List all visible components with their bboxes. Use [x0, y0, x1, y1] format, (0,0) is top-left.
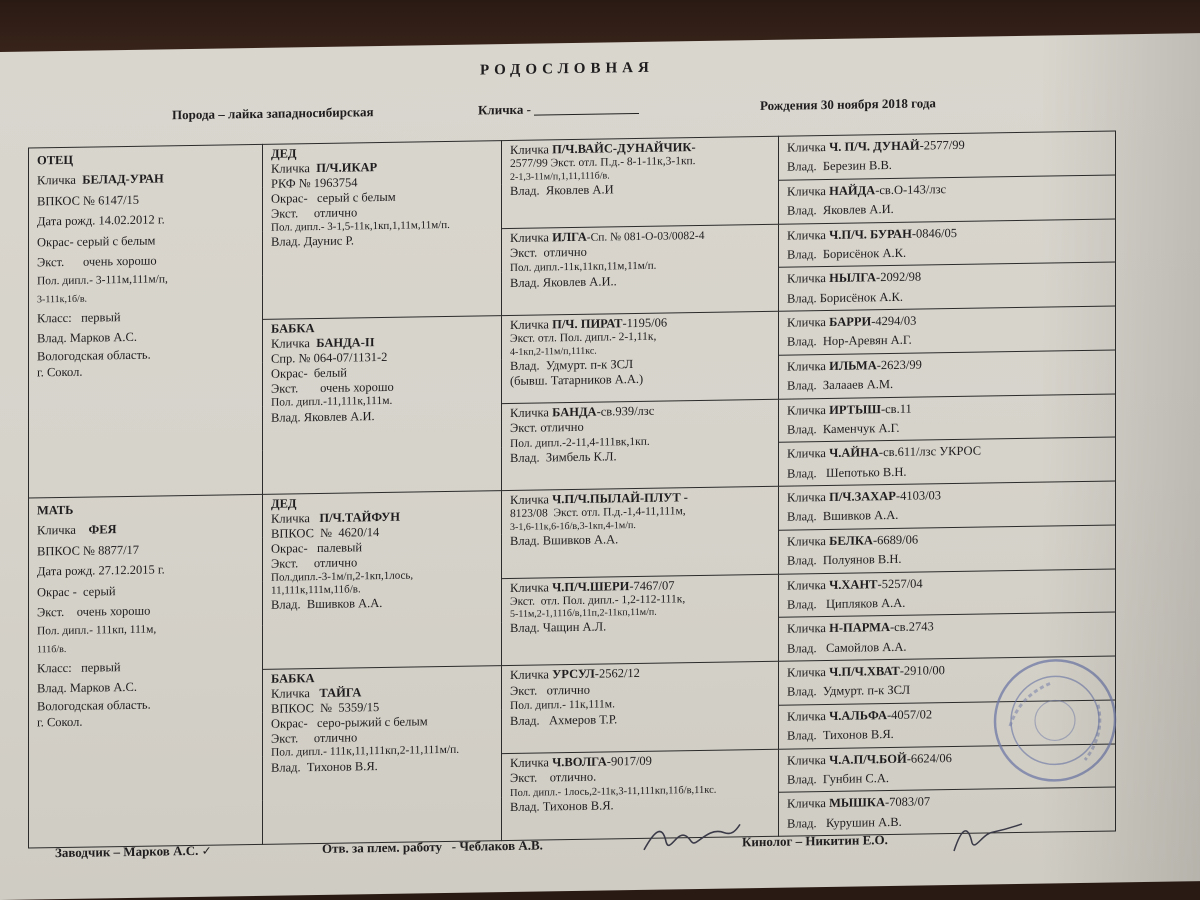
anc-name-label: Кличка [787, 140, 826, 155]
ancestor-cell [779, 612, 1116, 661]
ggp-owner: Влад. Тихонов В.Я. [510, 798, 614, 814]
ggp-name: П/Ч. ПИРАТ [552, 316, 623, 332]
ggp-line: Пол. дипл.-11к,11кп,11м,11м/п. [510, 259, 657, 274]
anc-reg: -0846/05 [911, 225, 957, 241]
ancestor-cell [779, 656, 1116, 705]
ggp-reg: -9017/09 [606, 753, 652, 768]
mother-role: МАТЬ [37, 502, 74, 518]
anc-owner: Влад. Ципляков А.А. [787, 595, 906, 612]
ggp-name: Ч.П/Ч.ШЕРИ [552, 578, 630, 594]
ancestor-cell [779, 700, 1116, 749]
anc-reg: -4294/03 [871, 313, 917, 329]
gp-diplomas-2: 11,111к,111м,11б/в. [271, 583, 361, 597]
anc-name: ИЛЬМА [829, 357, 877, 373]
gp-owner: Влад. Даунис Р. [271, 233, 354, 249]
ggp-line: Экст. отлично. [510, 769, 597, 786]
anc-reg: -4057/02 [887, 707, 933, 722]
ancestor-cell [779, 437, 1116, 486]
anc-name-label: Кличка [787, 446, 826, 461]
breeder-line [55, 843, 212, 861]
ggp-line: 2-1,3-11м/п,1,11,111б/в. [510, 170, 610, 183]
anc-name: Н-ПАРМА [829, 620, 890, 636]
ggp-line: Пол. дипл.- 11к,111м. [510, 698, 615, 713]
gp-role: БАБКА [271, 321, 315, 336]
ggp-line: 4-1кп,2-11м/п,111кс. [510, 345, 597, 358]
gp-color: Окрас- серый с белым [271, 189, 396, 206]
anc-reg: -6689/06 [872, 532, 919, 548]
father-diplomas-2: 3-111к,1б/в. [37, 293, 88, 306]
gp-reg: Спр. № 064-07/1131-2 [271, 349, 388, 366]
anc-name-label: Кличка [787, 271, 826, 286]
gp-owner: Влад. Яковлев А.И. [271, 408, 375, 425]
ggp-line: Пол. дипл.-2-11,4-111вк,1кп. [510, 435, 650, 450]
anc-name-label: Кличка [787, 708, 826, 724]
anc-name-label: Кличка [787, 621, 826, 636]
father-region: Вологодская область. [37, 347, 151, 364]
ggp-reg: -Сп. № 081-О-03/0082-4 [586, 229, 705, 244]
mother-name-label: Кличка [37, 523, 76, 538]
anc-owner: Влад. Тихонов В.Я. [787, 727, 894, 743]
ggp-owner: Влад. Ахмеров Т.Р. [510, 711, 618, 728]
ancestor-cell [779, 262, 1116, 311]
grandparent-cell [263, 666, 502, 845]
ggp-name: Ч.П/Ч.ПЫЛАЙ-ПЛУТ - [552, 490, 688, 507]
anc-owner: Влад. Вшивков А.А. [787, 508, 899, 525]
gp-name: П/Ч.ТАЙФУН [319, 509, 400, 525]
anc-name: Ч.АЛЬФА [829, 707, 887, 723]
ggp-name: БАНДА [552, 404, 597, 419]
anc-owner: Влад. Удмурт. п-к ЗСЛ [787, 683, 911, 700]
ggp-name-label: Кличка [510, 404, 549, 420]
gp-color: Окрас- серо-рыжий с белым [271, 714, 428, 731]
cynologist-signature [948, 816, 1028, 857]
anc-owner: Влад. Полуянов В.Н. [787, 551, 902, 568]
gp-ext: Экст. очень хорошо [271, 379, 394, 396]
mother-owner: Влад. Марков А.С. [37, 679, 137, 696]
anc-owner: Влад. Березин В.В. [787, 158, 892, 175]
official-stamp [990, 654, 1120, 786]
mother-color: Окрас - серый [37, 583, 116, 599]
ancestor-cell [779, 175, 1116, 224]
anc-reg: -св.11 [880, 401, 912, 416]
ggp-name-label: Кличка [510, 229, 549, 245]
ancestor-cell [779, 743, 1116, 792]
mother-ext: Экст. очень хорошо [37, 603, 151, 620]
anc-reg: -2623/99 [876, 357, 922, 372]
anc-owner: Влад. Залааев А.М. [787, 377, 894, 393]
father-ext: Экст. очень хорошо [37, 253, 157, 270]
father-name: БЕЛАД-УРАН [82, 171, 164, 188]
ggp-name-label: Кличка [510, 492, 549, 507]
ggp-owner: Влад. Яковлев А.И.. [510, 273, 617, 290]
ancestor-cell [779, 481, 1116, 530]
ggp-name: ИЛГА [552, 229, 587, 244]
anc-reg: -5257/04 [877, 576, 923, 591]
ancestor-cell [779, 525, 1116, 574]
anc-name-label: Кличка [787, 183, 826, 199]
father-color: Окрас- серый с белым [37, 233, 156, 249]
gp-name-label: Кличка [271, 511, 310, 526]
ancestor-cell [779, 393, 1116, 442]
anc-owner: Влад. Нор-Аревян А.Г. [787, 333, 912, 350]
mother-diplomas-2: 111б/в. [37, 644, 67, 656]
ancestor-cell [779, 131, 1116, 180]
anc-name-label: Кличка [787, 752, 826, 768]
great-grandparent-cell [502, 224, 779, 316]
nickname-blank [534, 101, 639, 116]
father-name-line [37, 168, 254, 191]
great-grandparent-cell [502, 661, 779, 753]
great-grandparent-cell [502, 136, 779, 228]
pedigree-sheet [0, 33, 1200, 900]
grandparent-cell [263, 316, 502, 495]
gp-name: ТАЙГА [319, 685, 362, 700]
gp-owner: Влад. Вшивков А.А. [271, 596, 383, 613]
ggp-name-label: Кличка [510, 579, 549, 595]
ggp-reg: -2562/12 [594, 665, 640, 681]
ggp-line: 2577/99 Экст. отл. П.д.- 8-1-11к,3-1кп. [510, 155, 696, 170]
anc-name: НЫЛГА [829, 270, 877, 286]
anc-owner: Влад. Борисёнок А.К. [787, 245, 907, 262]
anc-owner: Влад. Курушин А.В. [787, 814, 902, 831]
ggp-reg: -1195/06 [622, 315, 668, 331]
anc-owner: Влад. Шепотько В.Н. [787, 464, 907, 481]
anc-owner: Влад. Борисёнок А.К. [787, 289, 903, 306]
responsible-signature [636, 810, 746, 862]
anc-name: БЕЛКА [829, 533, 873, 548]
nickname-label: Кличка - [478, 101, 531, 118]
ancestor-cell [779, 306, 1116, 355]
ggp-line: Экст. отлично [510, 682, 590, 698]
gp-reg: РКФ № 1963754 [271, 175, 358, 191]
mother-cell [29, 494, 263, 848]
ggp-reg: -св.939/лзс [596, 403, 655, 419]
gp-diplomas: Пол.дипл.-3-1м/п,2-1кп,1лось, [271, 569, 414, 584]
ggp-owner: Влад. Чащин А.Л. [510, 619, 607, 636]
document-title: РОДОСЛОВНАЯ [480, 59, 654, 79]
gp-ext: Экст. отлично [271, 205, 358, 221]
mother-reg: ВПКОС № 8877/17 [37, 542, 140, 559]
cynologist-line: Кинолог – Никитин Е.О. [742, 832, 888, 850]
anc-reg: -6624/06 [906, 750, 952, 766]
anc-name-label: Кличка [787, 490, 826, 505]
gp-ext: Экст. отлично [271, 730, 358, 746]
father-class: Класс: первый [37, 309, 121, 325]
gp-owner: Влад. Тихонов В.Я. [271, 758, 378, 775]
gp-color: Окрас- палевый [271, 540, 363, 556]
anc-reg: -св.О-143/лзс [875, 181, 947, 198]
father-name-label: Кличка [37, 173, 76, 188]
father-reg: ВПКОС № 6147/15 [37, 192, 140, 209]
ggp-line: 3-1,6-11к,6-1б/в,3-1кп,4-1м/п. [510, 519, 636, 533]
mother-class: Класс: первый [37, 659, 121, 675]
anc-owner: Влад. Яковлев А.И. [787, 202, 894, 218]
ggp-line: Экст. отлично [510, 419, 584, 436]
ancestor-cell [779, 350, 1116, 399]
anc-name: Ч.АЙНА [829, 445, 879, 461]
gp-name-label: Кличка [271, 161, 310, 176]
mother-city: г. Сокол. [37, 715, 83, 730]
ggp-line: Экст. отл. Пол. дипл.- 1,2-112-111к, [510, 592, 686, 608]
father-cell [29, 144, 263, 498]
anc-owner: Влад. Гунбин С.А. [787, 770, 890, 787]
anc-name: П/Ч.ЗАХАР [829, 488, 896, 504]
ggp-name-label: Кличка [510, 142, 549, 157]
great-grandparent-cell [502, 399, 779, 491]
anc-name: Ч. П/Ч. ДУНАЙ [829, 138, 920, 154]
anc-name-label: Кличка [787, 577, 826, 593]
anc-name-label: Кличка [787, 665, 826, 680]
anc-reg: -св.611/лзс УКРОС [878, 443, 982, 460]
gp-role: ДЕД [271, 146, 297, 161]
anc-name-label: Кличка [787, 402, 826, 418]
gp-name-label: Кличка [271, 686, 310, 701]
anc-name-label: Кличка [787, 358, 826, 374]
ancestor-cell [779, 218, 1116, 267]
father-dob: Дата рожд. 14.02.2012 г. [37, 212, 165, 229]
ggp-line: 8123/08 Экст. отл. П.д.-1,4-11,111м, [510, 505, 686, 520]
father-role: ОТЕЦ [37, 152, 74, 168]
mother-region: Вологодская область. [37, 697, 151, 714]
ggp-line: Экст. отл. Пол. дипл.- 2-1,11к, [510, 330, 657, 345]
breeder-name: Заводчик – Марков А.С. [55, 842, 199, 861]
pedigree-table [28, 130, 1116, 848]
ancestor-cell [779, 787, 1116, 836]
great-grandparent-cell [502, 486, 779, 578]
gp-role: ДЕД [271, 496, 297, 511]
father-owner: Влад. Марков А.С. [37, 329, 137, 346]
anc-reg: -2910/00 [899, 663, 945, 678]
ggp-line: Пол. дипл.- 1лось,2-11к,3-11,111кп,11б/в,11кс. [510, 784, 717, 799]
anc-owner: Влад. Самойлов А.А. [787, 639, 907, 656]
ggp-name: П/Ч.ВАЙС-ДУНАЙЧИК- [552, 140, 696, 157]
ggp-owner: (бывш. Татарников А.А.) [510, 371, 644, 388]
anc-reg: -св.2743 [889, 619, 934, 635]
ggp-owner: Влад. Яковлев А.И [510, 182, 614, 198]
ggp-owner: Влад. Вшивков А.А. [510, 532, 619, 548]
gp-name: П/Ч.ИКАР [316, 160, 378, 176]
gp-name: БАНДА-II [316, 335, 375, 351]
anc-reg: -2577/99 [919, 137, 965, 153]
anc-reg: -4103/03 [895, 488, 942, 503]
anc-name: Ч.ХАНТ [829, 576, 878, 592]
father-city: г. Сокол. [37, 365, 83, 380]
great-grandparent-cell [502, 311, 779, 403]
anc-owner: Влад. Каменчук А.Г. [787, 420, 900, 437]
responsible-line: Отв. за плем. работу - Чеблаков А.В. [322, 837, 543, 856]
ggp-line: Влад. Удмурт. п-к ЗСЛ [510, 356, 634, 373]
anc-name-label: Кличка [787, 315, 826, 330]
mother-dob: Дата рожд. 27.12.2015 г. [37, 562, 165, 579]
ggp-name-label: Кличка [510, 317, 549, 332]
gp-ext: Экст. отлично [271, 555, 358, 571]
nickname-line [478, 100, 639, 119]
anc-name: Ч.А.П/Ч.БОЙ [829, 751, 907, 767]
birth-line: Рождения 30 ноября 2018 года [760, 95, 936, 114]
gp-diplomas: Пол. дипл.- 3-1,5-11к,1кп,1,11м,11м/п. [271, 218, 450, 234]
gp-diplomas: Пол. дипл.- 111к,11,111кп,2-11,111м/п. [271, 743, 460, 759]
anc-name: Ч.П/Ч. БУРАН [829, 226, 912, 242]
grandparent-cell [263, 141, 502, 320]
mother-name-line [37, 518, 254, 541]
anc-reg: -7083/07 [885, 794, 931, 810]
gp-role: БАБКА [271, 671, 315, 686]
anc-name: МЫШКА [829, 795, 885, 811]
anc-name: Ч.П/Ч.ХВАТ [829, 663, 900, 679]
gp-diplomas: Пол. дипл.-11,111к,111м. [271, 394, 393, 409]
gp-reg: ВПКОС № 5359/15 [271, 700, 380, 716]
gp-name-label: Кличка [271, 336, 310, 351]
ggp-name: УРСУЛ [552, 666, 595, 682]
ggp-line: 5-11м,2-1,111б/в,11п,2-11кп,11м/п. [510, 606, 657, 621]
breeder-check-mark: ✓ [201, 843, 212, 858]
anc-reg: -2092/98 [876, 269, 922, 285]
gp-reg: ВПКОС № 4620/14 [271, 525, 380, 541]
ggp-name-label: Кличка [510, 754, 549, 770]
mother-diplomas: Пол. дипл.- 111кп, 111м, [37, 623, 157, 638]
mother-name: ФЕЯ [88, 522, 117, 537]
father-diplomas: Пол. дипл.- 3-111м,111м/п, [37, 273, 168, 288]
ggp-name-label: Кличка [510, 667, 549, 682]
anc-name-label: Кличка [787, 227, 826, 243]
ggp-reg: -7467/07 [629, 577, 675, 593]
anc-name: НАЙДА [829, 183, 876, 198]
great-grandparent-cell [502, 574, 779, 666]
ggp-name: Ч.ВОЛГА [552, 753, 607, 769]
anc-name-label: Кличка [787, 533, 826, 549]
breed-line: Порода – лайка западносибирская [172, 104, 374, 123]
anc-name-label: Кличка [787, 796, 826, 811]
ancestor-cell [779, 568, 1116, 617]
gp-color: Окрас- белый [271, 365, 347, 381]
grandparent-cell [263, 491, 502, 670]
anc-name: БАРРИ [829, 314, 872, 329]
ggp-line: Экст. отлично [510, 244, 587, 261]
anc-name: ИРТЫШ [829, 401, 881, 417]
ggp-owner: Влад. Зимбель К.Л. [510, 449, 617, 466]
